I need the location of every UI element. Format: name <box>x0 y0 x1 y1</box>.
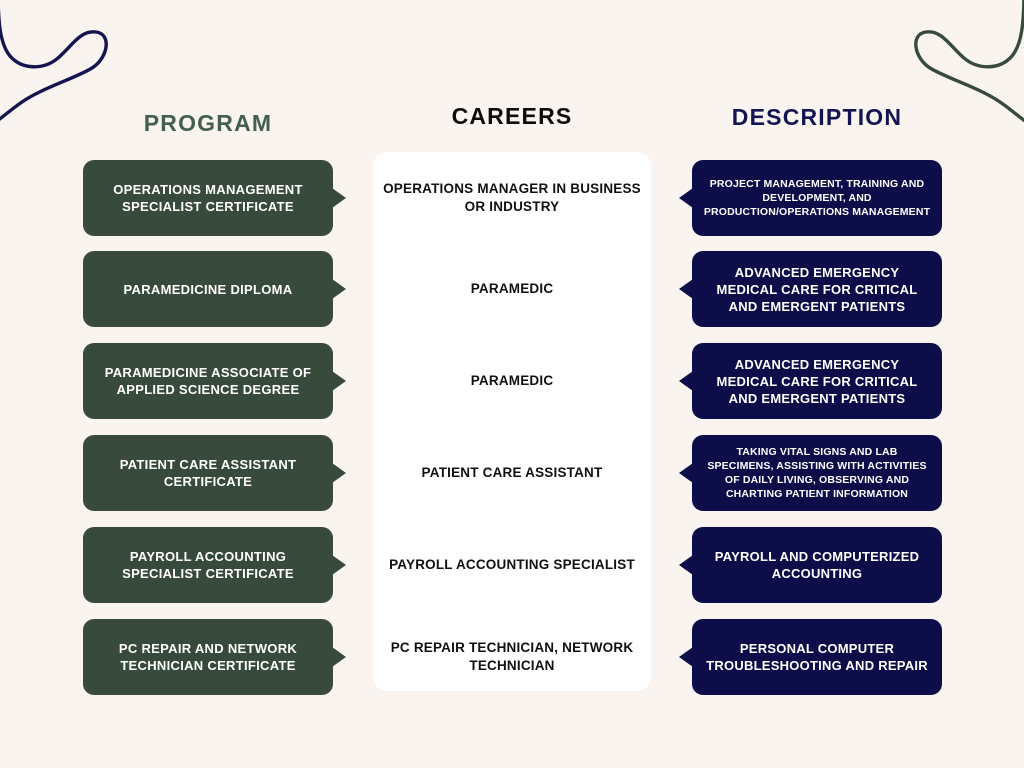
arrow-right-icon <box>332 279 346 299</box>
table-row <box>0 160 1024 236</box>
career-cell[interactable] <box>373 343 651 419</box>
arrow-right-icon <box>332 647 346 667</box>
program-label: PC REPAIR AND NETWORK TECHNICIAN CERTIFICATE <box>118 641 298 673</box>
header-description: DESCRIPTION <box>731 104 903 130</box>
description-cell[interactable] <box>676 619 942 695</box>
arrow-left-icon <box>679 188 693 208</box>
comparison-board <box>0 152 1024 712</box>
program-box[interactable] <box>83 251 333 327</box>
arrow-right-icon <box>332 188 346 208</box>
career-cell[interactable] <box>373 527 651 603</box>
program-cell[interactable] <box>83 527 349 603</box>
column-headers <box>0 0 1024 150</box>
description-box[interactable] <box>692 251 942 327</box>
table-row <box>0 343 1024 419</box>
description-label: PAYROLL AND COMPUTERIZED ACCOUNTING <box>714 549 920 581</box>
header-program: PROGRAM <box>143 110 273 136</box>
program-box[interactable] <box>83 343 333 419</box>
description-box[interactable] <box>692 160 942 236</box>
description-box[interactable] <box>692 619 942 695</box>
description-box[interactable] <box>692 343 942 419</box>
description-box[interactable] <box>692 435 942 511</box>
career-label: PATIENT CARE ASSISTANT <box>421 465 603 480</box>
program-label: OPERATIONS MANAGEMENT SPECIALIST CERTIFICATE <box>113 182 303 214</box>
description-cell[interactable] <box>676 435 942 511</box>
career-label: OPERATIONS MANAGER IN BUSINESS OR INDUSTRY <box>383 181 641 214</box>
career-label: PC REPAIR TECHNICIAN, NETWORK TECHNICIAN <box>390 640 634 673</box>
career-cell[interactable] <box>373 435 651 511</box>
description-cell[interactable] <box>676 251 942 327</box>
career-label: PARAMEDIC <box>470 373 554 388</box>
arrow-left-icon <box>679 279 693 299</box>
program-cell[interactable] <box>83 343 349 419</box>
description-box[interactable] <box>692 527 942 603</box>
program-box[interactable] <box>83 435 333 511</box>
career-label: PAYROLL ACCOUNTING SPECIALIST <box>389 557 635 572</box>
table-row <box>0 435 1024 511</box>
career-cell[interactable] <box>373 160 651 236</box>
arrow-right-icon <box>332 463 346 483</box>
career-label: PARAMEDIC <box>470 281 554 296</box>
program-label: PAYROLL ACCOUNTING SPECIALIST CERTIFICATE <box>122 549 294 581</box>
program-label: PATIENT CARE ASSISTANT CERTIFICATE <box>119 457 297 489</box>
arrow-left-icon <box>679 371 693 391</box>
arrow-right-icon <box>332 371 346 391</box>
description-label: TAKING VITAL SIGNS AND LAB SPECIMENS, ASSISTING WITH ACTIVITIES OF DAILY LIVING, OBSERVING AND CHARTING PATIENT INFORMATION <box>707 446 927 500</box>
header-careers: CAREERS <box>451 103 573 129</box>
arrow-right-icon <box>332 555 346 575</box>
program-cell[interactable] <box>83 160 349 236</box>
description-label: ADVANCED EMERGENCY MEDICAL CARE FOR CRITICAL AND EMERGENT PATIENTS <box>716 264 918 314</box>
description-label: ADVANCED EMERGENCY MEDICAL CARE FOR CRITICAL AND EMERGENT PATIENTS <box>716 356 918 406</box>
career-cell[interactable] <box>373 619 651 695</box>
description-cell[interactable] <box>676 527 942 603</box>
career-cell[interactable] <box>373 251 651 327</box>
description-label: PERSONAL COMPUTER TROUBLESHOOTING AND REPAIR <box>706 641 928 673</box>
program-label: PARAMEDICINE DIPLOMA <box>123 281 293 297</box>
program-cell[interactable] <box>83 619 349 695</box>
program-cell[interactable] <box>83 251 349 327</box>
program-box[interactable] <box>83 527 333 603</box>
program-cell[interactable] <box>83 435 349 511</box>
description-label: PROJECT MANAGEMENT, TRAINING AND DEVELOPMENT, AND PRODUCTION/OPERATIONS MANAGEMENT <box>703 178 931 218</box>
arrow-left-icon <box>679 463 693 483</box>
table-row <box>0 251 1024 327</box>
description-cell[interactable] <box>676 160 942 236</box>
table-row <box>0 527 1024 603</box>
program-box[interactable] <box>83 619 333 695</box>
arrow-left-icon <box>679 647 693 667</box>
program-box[interactable] <box>83 160 333 236</box>
arrow-left-icon <box>679 555 693 575</box>
description-cell[interactable] <box>676 343 942 419</box>
program-label: PARAMEDICINE ASSOCIATE OF APPLIED SCIENCE DEGREE <box>104 365 312 397</box>
table-row <box>0 619 1024 695</box>
